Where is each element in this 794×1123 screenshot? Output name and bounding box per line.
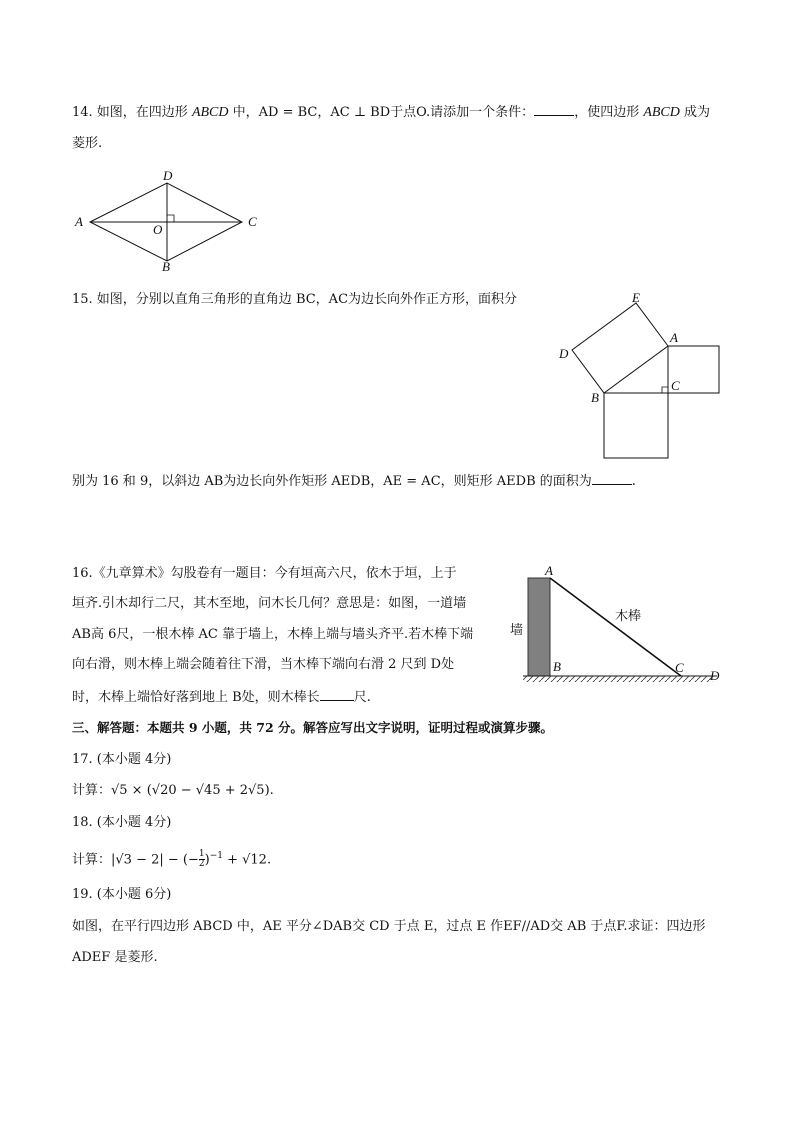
q17-head: 17. (本小题 4分) — [72, 752, 172, 767]
rectangle-aedb — [572, 303, 668, 393]
q14-quad-name: ABCD — [191, 105, 229, 120]
q14-text-b: 中，AD = BC，AC ⊥ BD于点O.请添加一个条件： — [228, 105, 535, 120]
label-c: C — [671, 378, 680, 393]
label-d: D — [163, 168, 173, 183]
label-b: B — [162, 259, 170, 274]
right-angle-c — [662, 387, 668, 393]
q19-line2: ADEF 是菱形. — [72, 950, 158, 965]
right-angle-mark — [167, 215, 174, 222]
q17-calc: 计算：√5 × (√20 − √45 + 2√5). — [72, 783, 274, 798]
square-bc — [604, 393, 668, 458]
label-e: E — [632, 290, 640, 305]
label-b: B — [553, 659, 561, 674]
q14-text-d: 成为 — [679, 105, 711, 120]
q16-line2: 垣齐.引木却行二尺，其木至地，问木长几何？意思是：如图，一道墙 — [72, 596, 467, 611]
q16-line5 — [72, 688, 371, 707]
q14-text-a: 14. 如图，在四边形 — [72, 105, 192, 120]
label-o: O — [153, 222, 163, 237]
wall-label: 墙 — [510, 623, 524, 638]
q18-text-a: 计算：|√3 − 2| − (− — [72, 852, 199, 868]
q14-rhombus-figure — [70, 168, 270, 276]
q16-line3: AB高 6尺，一根木棒 AC 靠于墙上，木棒上端与墙头齐平.若木棒下端 — [72, 627, 474, 642]
label-d: D — [710, 668, 720, 683]
ground-hatch — [523, 676, 713, 682]
stick-ac — [550, 578, 681, 676]
q14-quad-name-2: ABCD — [643, 105, 680, 120]
q18-frac-num: 1 — [198, 849, 205, 860]
q16-wall-figure — [505, 560, 735, 688]
q15-line2 — [72, 472, 636, 491]
q15-text-a: 别为 16 和 9，以斜边 AB为边长向外作矩形 AEDB，AE = AC，则矩形 AEDB 的面积为 — [72, 474, 592, 489]
label-a: A — [545, 563, 553, 578]
q14-answer-blank[interactable] — [534, 103, 574, 116]
q18-exponent: −1 — [209, 851, 223, 861]
section3-title: 三、解答题：本题共 9 小题，共 72 分。解答应写出文字说明，证明过程或演算步骤。 — [72, 720, 554, 735]
q16-line1: 16.《九章算术》勾股卷有一题目：今有垣高六尺，依木于垣，上于 — [72, 566, 457, 581]
q15-squares-figure — [552, 290, 732, 466]
stick-label: 木棒 — [615, 609, 642, 624]
label-c: C — [675, 660, 684, 675]
wall — [528, 578, 550, 676]
label-a: A — [670, 330, 678, 345]
q18-calc — [72, 847, 271, 869]
q15-text-b: . — [631, 474, 636, 489]
q16-text-b: 尺. — [353, 690, 371, 705]
q14-text-c: ，使四边形 — [574, 105, 644, 120]
q14-line2: 菱形. — [72, 136, 103, 151]
q15-answer-blank[interactable] — [592, 472, 632, 485]
label-b: B — [591, 390, 599, 405]
q18-text-b: ) — [204, 852, 210, 868]
q16-line4: 向右滑，则木棒上端会随着往下滑，当木棒下端向右滑 2 尺到 D处 — [72, 657, 455, 672]
q18-text-c: + √12. — [222, 852, 272, 868]
q18-frac-den: 2 — [198, 859, 205, 870]
q19-head: 19. (本小题 6分) — [72, 887, 172, 902]
label-c: C — [248, 214, 257, 229]
q15-line1: 15. 如图，分别以直角三角形的直角边 BC，AC为边长向外作正方形，面积分 — [72, 292, 518, 307]
label-a: A — [75, 214, 83, 229]
label-d: D — [559, 346, 569, 361]
q19-line1: 如图，在平行四边形 ABCD 中，AE 平分∠DAB交 CD 于点 E，过点 E 作EF//AD交 AB 于点F.求证：四边形 — [72, 919, 706, 934]
q18-head: 18. (本小题 4分) — [72, 815, 172, 830]
q16-text-a: 时，木棒上端恰好落到地上 B处，则木棒长 — [72, 690, 320, 705]
q14-line1 — [72, 103, 710, 122]
q16-answer-blank[interactable] — [320, 688, 354, 701]
